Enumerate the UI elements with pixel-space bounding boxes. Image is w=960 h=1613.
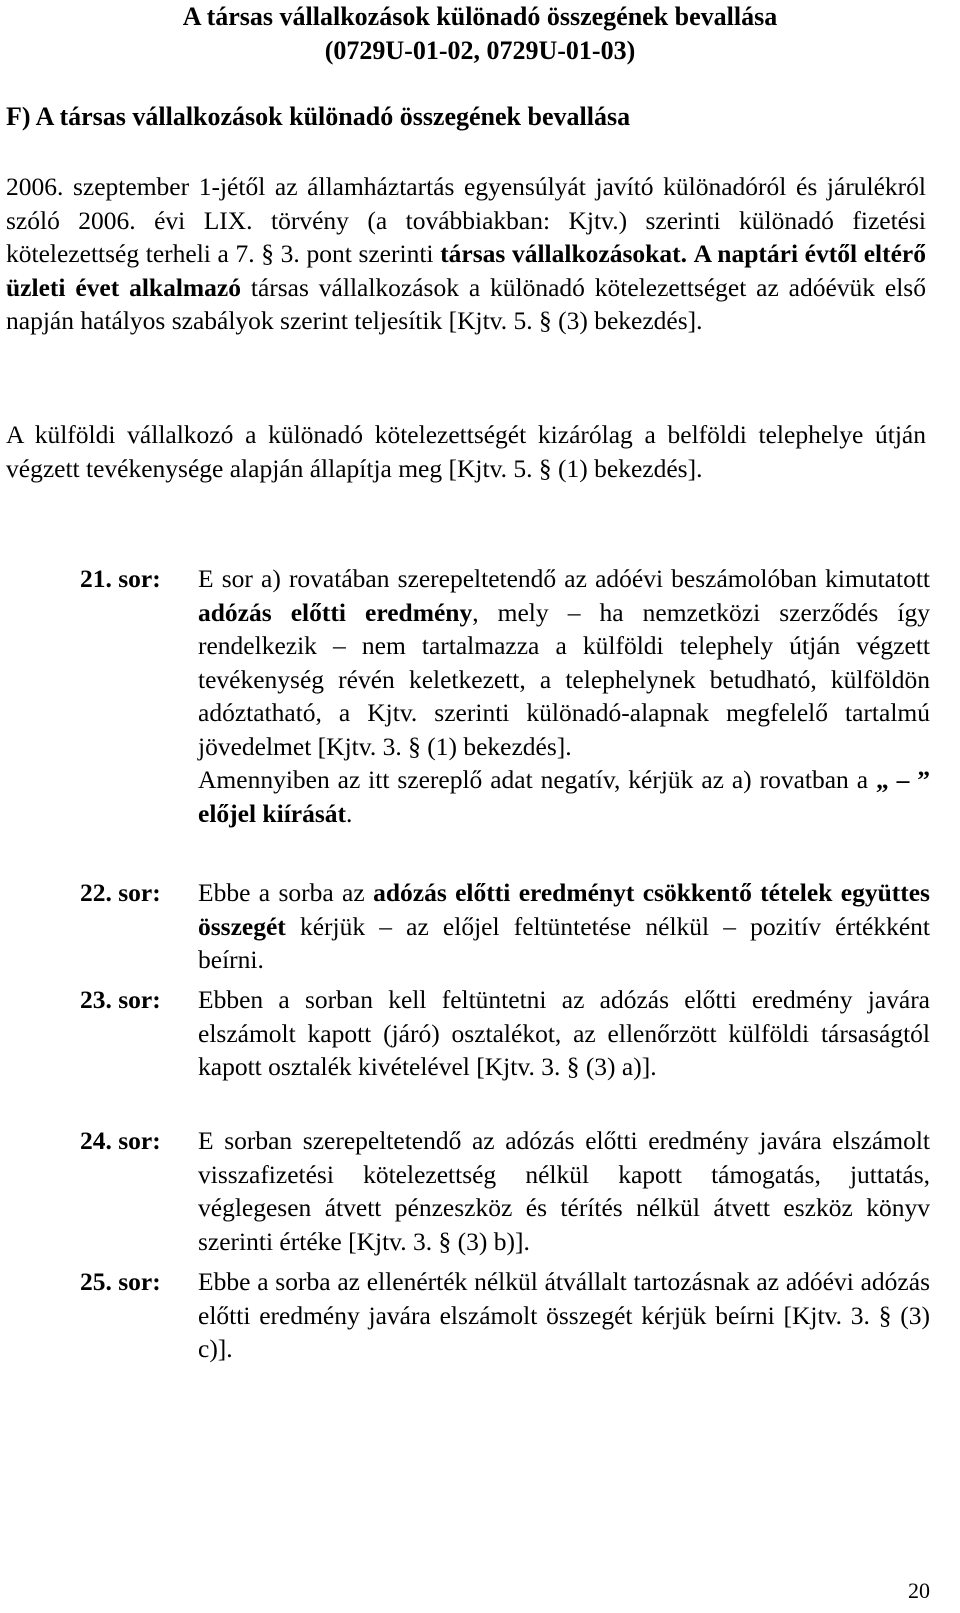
row-description-emphasis: adózás előtti eredmény [198, 597, 473, 627]
row-description-paragraph [198, 876, 930, 977]
page-number: 20 [908, 1578, 930, 1603]
row-definition [80, 562, 930, 830]
row-label [80, 876, 161, 910]
intro-emphasis-2: A naptári évtől eltérő üzleti évet alkalmazó [6, 239, 927, 302]
row-description-text: Ebbe a sorba az [198, 878, 374, 907]
row-description-paragraph [198, 562, 930, 763]
row-label-number: 24. [80, 1126, 112, 1155]
row-definition [80, 876, 930, 977]
intro-space [687, 239, 694, 268]
intro-emphasis: társas vállalkozásokat. [440, 239, 687, 268]
row-description-text: E sorban szerepeltetendő az adózás előtti eredmény javára elszámolt visszafizetési kötelezettség nélkül kapott támogatás, juttatás, véglegesen átvett pénzeszköz és térítés nélkül átvett eszköz könyv szerinti értéke [Kjtv. 3. § (3) b)]. [198, 1126, 930, 1256]
document-title-line1: A társas vállalkozások különadó összegének bevallása [182, 2, 778, 31]
row-label-number: 22. [80, 878, 112, 907]
row-description [198, 983, 930, 1084]
row-label-text: sor: [111, 1267, 161, 1296]
row-label-number: 21. [80, 564, 112, 593]
intro-text: 2006. szeptember 1-jétől az államháztartás egyensúlyát javító különadóról és járulékról szóló 2006. évi LIX. törvény (a továbbiakban: Kjtv.) szerinti különadó fizetési kötelezettség terheli a 7. § 3. pont szerinti [6, 172, 926, 268]
row-note-emphasis: „ – ” előjel kiírását [198, 765, 931, 828]
row-label [80, 983, 161, 1017]
row-label-text: sor: [111, 1126, 161, 1155]
row-description [198, 1265, 930, 1366]
row-definition [80, 983, 930, 1084]
row-description-text: Ebben a sorban kell feltüntetni az adózás előtti eredmény javára elszámolt kapott (járó) osztalékot, az ellenőrzött külföldi társaságtól kapott osztalék kivételével [Kjtv. 3. § (3) a)]. [198, 985, 930, 1081]
row-description-text: Ebbe a sorba az ellenérték nélkül átvállalt tartozásnak az adóévi adózás előtti eredmény javára elszámolt összegét kérjük beírni [Kjtv. 3. § (3) c)]. [198, 1267, 930, 1363]
row-description-paragraph [198, 1265, 930, 1366]
row-description-text: E sor a) rovatában szerepeltetendő az adóévi beszámolóban kimutatott [198, 564, 930, 593]
intro-text-2: társas vállalkozások a különadó kötelezettséget az adóévük első napján hatályos szabályok szerint teljesítik [Kjtv. 5. § (3) bekezdés]. [6, 272, 926, 335]
row-note-text: . [346, 798, 353, 828]
row-description [198, 562, 930, 830]
row-definition [80, 1265, 930, 1366]
row-label [80, 1124, 161, 1158]
row-label-text: sor: [111, 985, 161, 1014]
intro-paragraph-1 [6, 170, 926, 338]
row-label-text: sor: [111, 564, 161, 593]
row-label-number: 25. [80, 1267, 112, 1296]
row-description [198, 876, 930, 977]
row-description-paragraph [198, 983, 930, 1084]
row-label [80, 1265, 161, 1299]
row-note-text: Amennyiben az itt szereplő adat negatív, kérjük az a) rovatban a [198, 765, 876, 794]
section-heading: F) A társas vállalkozások különadó összegének bevallása [6, 102, 631, 131]
row-label [80, 562, 161, 596]
intro-paragraph-2: A külföldi vállalkozó a különadó kötelezettségét kizárólag a belföldi telephelye útján végzett tevékenysége alapján állapítja meg [Kjtv. 5. § (1) bekezdés]. [6, 420, 926, 483]
document-title-line2: (0729U-01-02, 0729U-01-03) [324, 36, 636, 65]
row-description-emphasis: adózás előtti eredményt csökkentő tételek együttes összegét [198, 878, 930, 941]
row-description-note [198, 763, 930, 830]
row-label-text: sor: [111, 878, 161, 907]
row-description-paragraph [198, 1124, 930, 1258]
row-label-number: 23. [80, 985, 112, 1014]
row-description [198, 1124, 930, 1258]
row-definition [80, 1124, 930, 1258]
row-description-text: , mely – ha nemzetközi szerződés így rendelkezik – nem tartalmazza a külföldi telephely útján végzett tevékenység révén keletkezett, a telephelynek betudható, külföldön adóztatható, a Kjtv. szerinti különadó-alapnak megfelelő tartalmú jövedelmet [Kjtv. 3. § (1) bekezdés]. [198, 597, 931, 761]
row-description-text: kérjük – az előjel feltüntetése nélkül – pozitív értékként beírni. [198, 911, 930, 974]
